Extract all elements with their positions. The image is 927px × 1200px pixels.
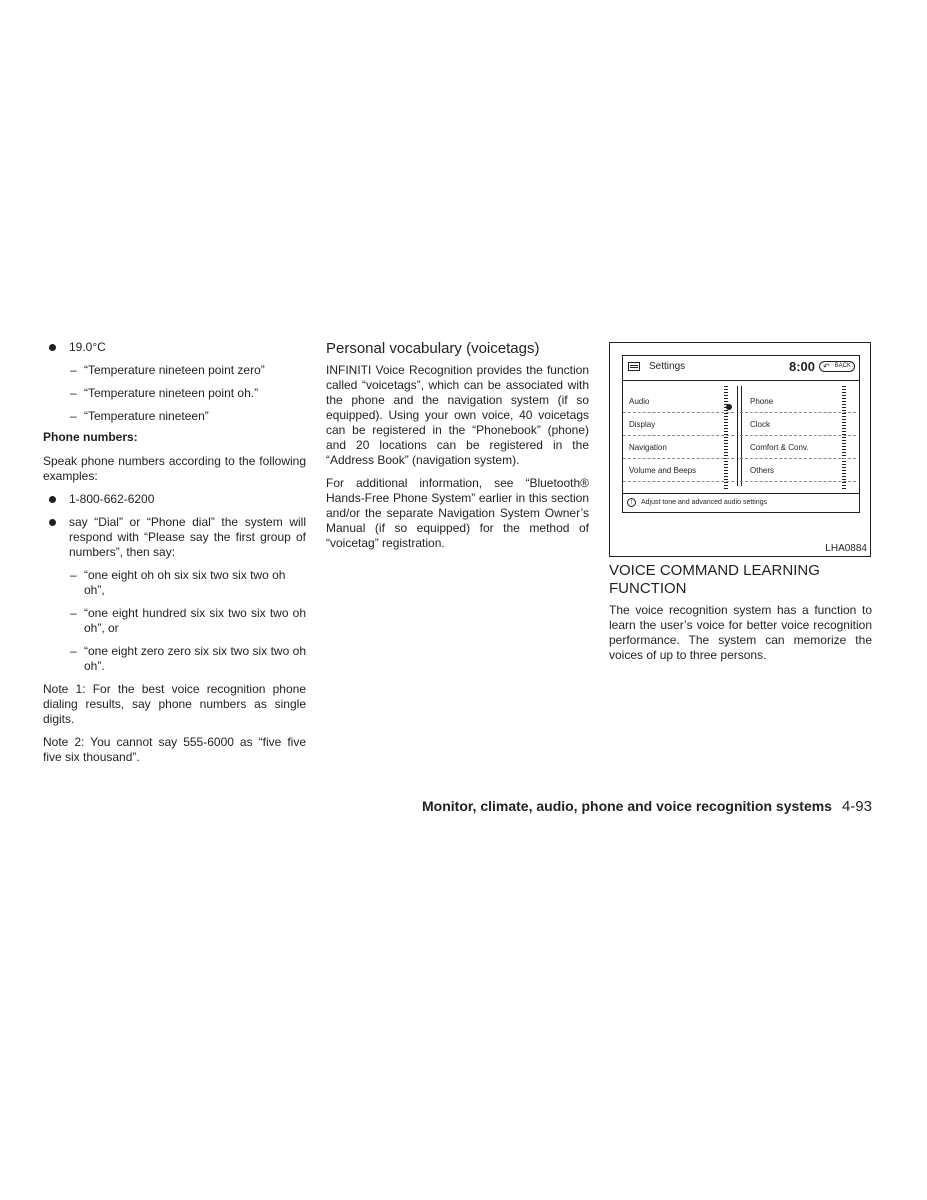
page-number: 4-93 [841, 798, 872, 815]
dash-icon: – [70, 409, 77, 423]
settings-screen [622, 355, 860, 513]
menu-item-label: Comfort & Conv. [750, 443, 809, 452]
note-2: Note 2: You cannot say 555-6000 as “five five five six thousand”. [43, 735, 306, 764]
list-item-text: “one eight hundred six six two six two oh oh”, or [84, 606, 306, 635]
settings-screen-figure [609, 342, 871, 557]
list-item [43, 492, 306, 507]
column-middle [326, 340, 589, 551]
note-1: Note 1: For the best voice recognition phone dialing results, say phone numbers as single digits. [43, 682, 306, 726]
list-item-text: “Temperature nineteen point zero” [84, 363, 265, 377]
list-item-text: “Temperature nineteen point oh.” [84, 386, 259, 400]
menu-item-label: Others [750, 466, 775, 475]
list-item [43, 409, 306, 424]
list-item-text: 1-800-662-6200 [69, 492, 155, 506]
list-item [43, 606, 306, 636]
menu-item-label: Phone [750, 397, 774, 406]
back-arrow-icon: ↶ [823, 362, 830, 371]
list-item [43, 340, 306, 355]
menu-item-clock[interactable] [740, 413, 856, 436]
list-item-text: “one eight oh oh six six two six two oh oh”, [84, 568, 286, 597]
screen-status-bar [623, 493, 859, 512]
list-item-text: “one eight zero zero six six two six two oh oh”. [84, 644, 306, 673]
voicetags-paragraph-2: For additional information, see “Bluetooth® Hands-Free Phone System” earlier in this section and/or the separate Navigation System Owner’s Manual (if so equipped) for the method of “voicetag” registration. [326, 476, 589, 550]
menu-item-volume-beeps[interactable] [623, 459, 734, 482]
menu-item-label: Audio [629, 397, 650, 406]
menu-item-label: Clock [750, 420, 771, 429]
list-item [43, 386, 306, 401]
back-button[interactable] [819, 361, 855, 372]
dash-icon: – [70, 386, 77, 400]
menu-item-label: Display [629, 420, 656, 429]
column-right [609, 562, 872, 663]
list-item [43, 363, 306, 378]
bullet-icon [49, 496, 56, 503]
menu-item-others[interactable] [740, 459, 856, 482]
dash-icon: – [70, 363, 77, 377]
voicetags-paragraph-1: INFINITI Voice Recognition provides the function called “voicetags”, which can be associated with the phone and the navigation system (if so equipped). Using your own voice, 40 voicetags can be registered in the “Phonebook” (phone) and 20 locations can be registered in the “Address Book” (navigation system). [326, 363, 589, 467]
list-item [43, 515, 306, 560]
dash-icon: – [70, 644, 77, 658]
phone-intro: Speak phone numbers according to the following examples: [43, 454, 306, 483]
screen-clock: 8:00 [788, 359, 815, 374]
back-button-label: BACK [834, 363, 851, 369]
status-text: Adjust tone and advanced audio settings [641, 499, 768, 506]
bullet-icon [49, 344, 56, 351]
phone-numbers-heading: Phone numbers: [43, 430, 138, 444]
menu-item-comfort[interactable] [740, 436, 856, 459]
info-icon: ! [627, 498, 636, 507]
list-item [43, 568, 306, 598]
voicetags-heading: Personal vocabulary (voicetags) [326, 340, 540, 357]
list-item-text: “Temperature nineteen” [84, 409, 209, 423]
dash-icon: – [70, 606, 77, 620]
list-item-text: say “Dial” or “Phone dial” the system will respond with “Please say the first group of numbers”, then say: [69, 515, 306, 559]
learning-function-heading: VOICE COMMAND LEARNING FUNCTION [609, 562, 820, 597]
dash-icon: – [70, 568, 77, 582]
menu-icon [628, 362, 640, 371]
menu-item-audio[interactable] [623, 390, 734, 413]
list-item-text: 19.0°C [69, 340, 106, 354]
screen-header [623, 356, 859, 381]
menu-item-navigation[interactable] [623, 436, 734, 459]
section-title: Monitor, climate, audio, phone and voice recognition systems [422, 798, 832, 814]
figure-id: LHA0884 [825, 543, 867, 554]
bullet-icon [49, 519, 56, 526]
list-item [43, 644, 306, 674]
column-left [43, 340, 306, 765]
menu-item-display[interactable] [623, 413, 734, 436]
page-footer [422, 798, 872, 815]
menu-item-label: Navigation [629, 443, 667, 452]
learning-function-paragraph: The voice recognition system has a function to learn the user’s voice for better voice recognition performance. The system can memorize the voices of up to three persons. [609, 603, 872, 662]
screen-title: Settings [649, 361, 686, 372]
menu-item-label: Volume and Beeps [629, 466, 697, 475]
menu-item-phone[interactable] [740, 390, 856, 413]
